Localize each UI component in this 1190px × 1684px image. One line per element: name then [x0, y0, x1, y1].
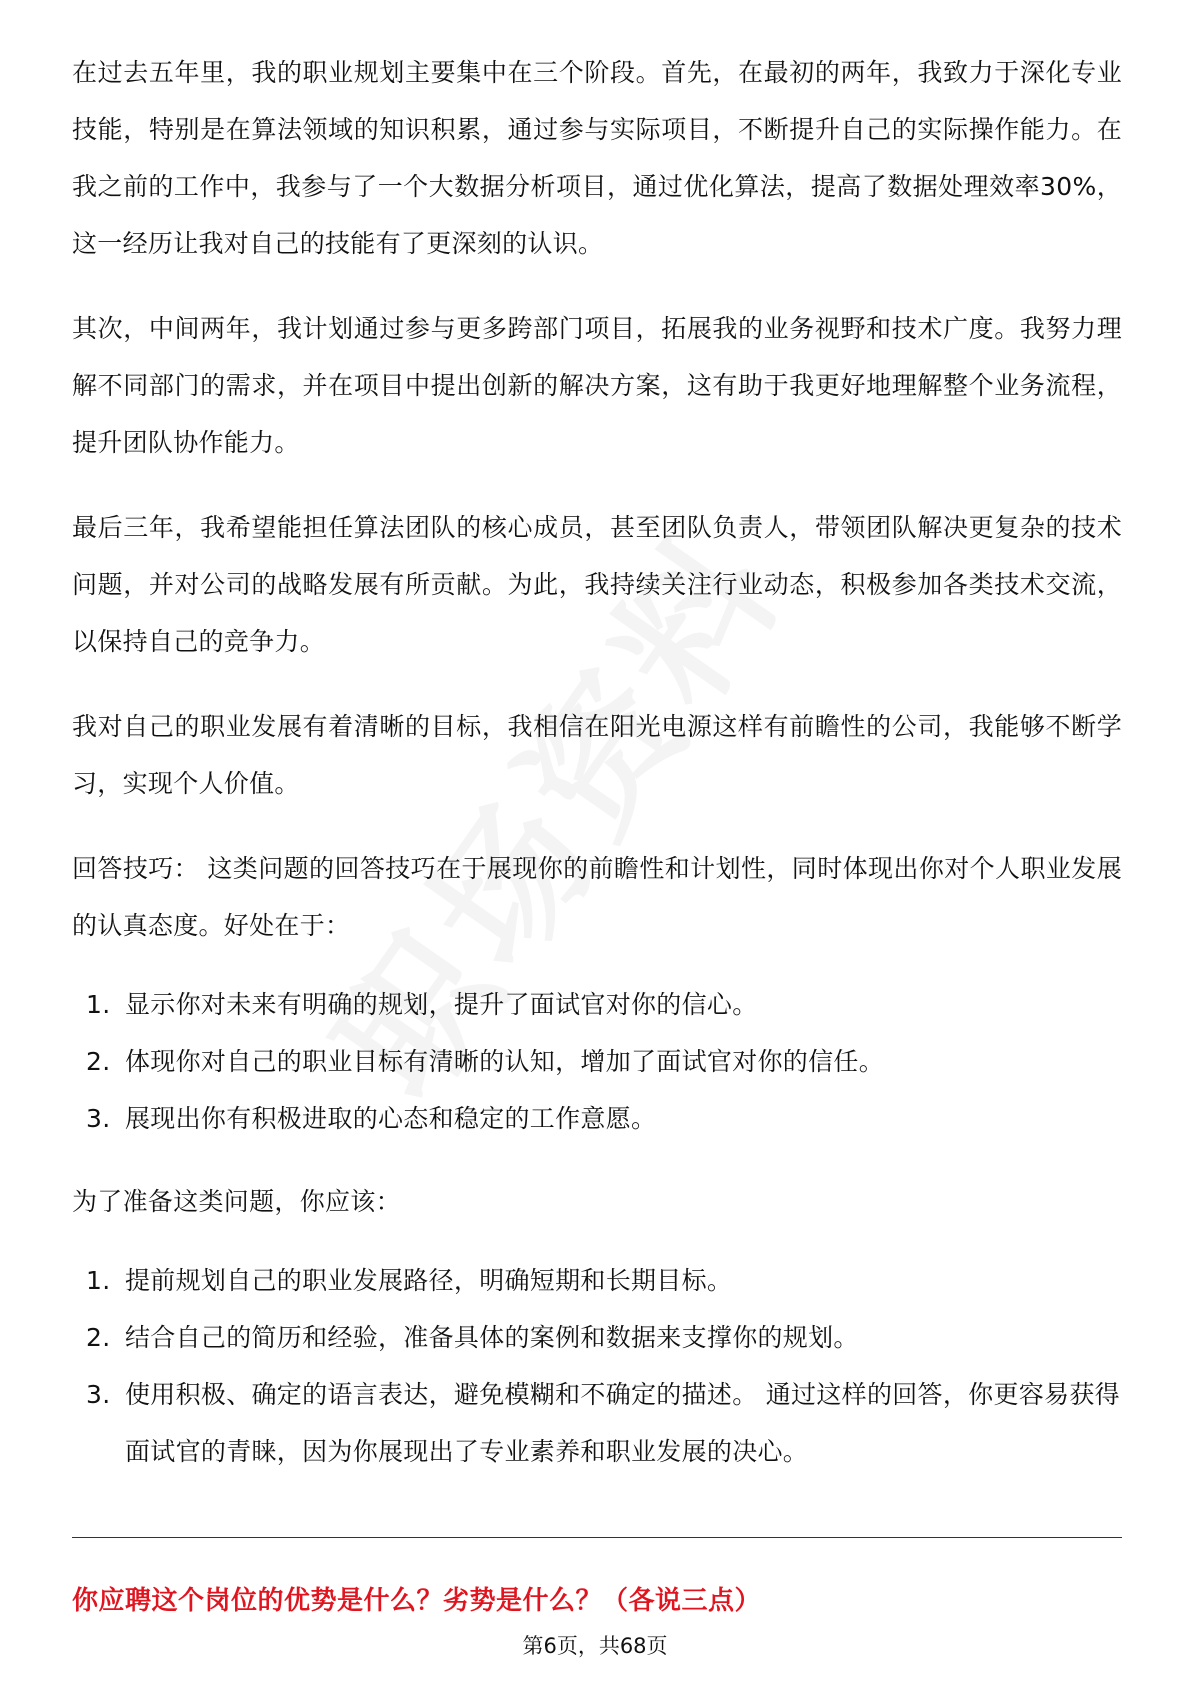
page-number: 第6页，共68页 [522, 1634, 668, 1658]
list-number: 1. [86, 990, 111, 1019]
list-item [72, 1252, 1122, 1309]
list-item [72, 976, 1122, 1033]
list-number: 2. [86, 1047, 111, 1076]
list-item [72, 1090, 1122, 1147]
list-item [72, 1366, 1122, 1480]
list-number: 3. [86, 1380, 111, 1409]
section-divider [72, 1537, 1122, 1538]
list-item [72, 1033, 1122, 1090]
list-number: 2. [86, 1323, 111, 1352]
list-number: 1. [86, 1266, 111, 1295]
prepare-steps-list [72, 1252, 1122, 1480]
paragraph-five-year-plan: 在过去五年里，我的职业规划主要集中在三个阶段。首先，在最初的两年，我致力于深化专业技能，特别是在算法领域的知识积累，通过参与实际项目，不断提升自己的实际操作能力。在我之前的工作中，我参与了一个大数据分析项目，通过优化算法，提高了数据处理效率30%，这一经历让我对自己的技能有了更深刻的认识。 [72, 58, 1122, 258]
list-text: 使用积极、确定的语言表达，避免模糊和不确定的描述。 通过这样的回答，你更容易获得面试官的青睐，因为你展现出了专业素养和职业发展的决心。 [125, 1380, 1120, 1466]
paragraph-answer-tips: 回答技巧： 这类问题的回答技巧在于展现你的前瞻性和计划性，同时体现出你对个人职业发展的认真态度。好处在于： [72, 854, 1122, 940]
list-text: 体现你对自己的职业目标有清晰的认知，增加了面试官对你的信任。 [125, 1047, 885, 1076]
list-text: 展现出你有积极进取的心态和稳定的工作意愿。 [125, 1104, 657, 1133]
list-item [72, 1309, 1122, 1366]
list-text: 显示你对未来有明确的规划，提升了面试官对你的信心。 [125, 990, 758, 1019]
benefits-list [72, 976, 1122, 1147]
list-text: 结合自己的简历和经验，准备具体的案例和数据来支撑你的规划。 [125, 1323, 859, 1352]
paragraph-middle-years: 其次，中间两年，我计划通过参与更多跨部门项目，拓展我的业务视野和技术广度。我努力理解不同部门的需求，并在项目中提出创新的解决方案，这有助于我更好地理解整个业务流程，提升团队协作能力。 [72, 314, 1122, 457]
paragraph-final-years: 最后三年，我希望能担任算法团队的核心成员，甚至团队负责人，带领团队解决更复杂的技术问题，并对公司的战略发展有所贡献。为此，我持续关注行业动态，积极参加各类技术交流，以保持自己的竞争力。 [72, 513, 1122, 656]
paragraph-career-goal: 我对自己的职业发展有着清晰的目标，我相信在阳光电源这样有前瞻性的公司，我能够不断学习，实现个人价值。 [72, 712, 1122, 798]
answer-body [72, 44, 1122, 1506]
list-number: 3. [86, 1104, 111, 1133]
list-text: 提前规划自己的职业发展路径，明确短期和长期目标。 [125, 1266, 733, 1295]
paragraph-prepare-intro: 为了准备这类问题，你应该： [72, 1187, 401, 1216]
next-question-heading: 你应聘这个岗位的优势是什么？劣势是什么？（各说三点） [72, 1586, 762, 1616]
